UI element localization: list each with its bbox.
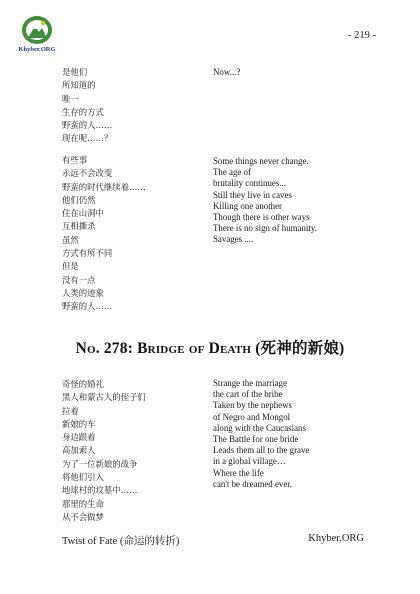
poem-line: brutality continues... <box>213 178 286 189</box>
poem-line: 现在呢……？ <box>62 133 113 144</box>
poem-line: 有些事 <box>62 155 88 165</box>
poem-line: 唯一 <box>62 93 79 104</box>
poem-line: 住在山洞中 <box>62 208 104 219</box>
page-number: - 219 - <box>348 30 376 41</box>
poem-line: Still they live in caves <box>213 189 292 200</box>
poem-line: Taken by the nephews <box>213 400 292 411</box>
poem2-chinese <box>62 154 146 314</box>
poem-line: 没有一点 <box>62 274 96 285</box>
footer-site-name: Khyber.ORG <box>308 533 364 544</box>
poem-line: Leads them all to the grave <box>213 445 310 456</box>
poem-line: 新娘的车 <box>62 418 96 429</box>
poem-line: 生存的方式 <box>62 106 104 117</box>
poem-line: 是他们 <box>62 67 88 77</box>
poem-line: 野蛮的人…… <box>62 301 113 312</box>
poem-line: 互相撕杀 <box>62 221 96 232</box>
poem-line: 拉着 <box>62 405 79 416</box>
poem1-chinese <box>62 66 112 146</box>
mountain-logo-icon <box>14 14 60 46</box>
poem-line: 方式有所不同 <box>62 248 113 259</box>
poem-line: can't be dreamed ever. <box>213 478 292 489</box>
poem-line: in a global village… <box>213 456 286 467</box>
poem-line: Strange the marriage <box>213 378 287 388</box>
poem3-english <box>213 378 309 490</box>
poem-line: Now...? <box>213 67 241 77</box>
poem-line: 将他们引入 <box>62 472 104 483</box>
site-logo <box>14 14 60 54</box>
poem-line: of Negro and Mongol <box>213 411 291 422</box>
poem-line: 身边跟着 <box>62 432 96 443</box>
poem-line: Where the life <box>213 467 264 478</box>
poem-line: 虽然 <box>62 234 79 245</box>
poem1-english <box>213 67 240 78</box>
poem-line: 从不会做梦 <box>62 511 104 522</box>
poem-line: 野蛮的人…… <box>62 120 113 131</box>
poem-line: 永远不会改变 <box>62 168 113 179</box>
poem-line: Some things never change. <box>213 156 309 166</box>
poem-line: 野蛮的时代继续着…… <box>62 181 146 192</box>
poem-line: 地球村的坟墓中…… <box>62 485 138 496</box>
section-heading: No. 278: Bridge of Death (死神的新娘) <box>75 340 345 357</box>
poem-line: 黑人和蒙古人的侄子们 <box>62 392 146 403</box>
logo-text: Khyber.ORG <box>18 46 56 53</box>
poem-line: along with the Caucasians <box>213 422 306 433</box>
poem-line: 所知道的 <box>62 80 96 91</box>
poem-line: The Battle for one bride <box>213 434 299 445</box>
poem-line: 但是 <box>62 261 79 272</box>
footer-book-title: Twist of Fate (命运的转折) <box>62 536 180 547</box>
poem-line: 他们仍然 <box>62 194 96 205</box>
poem3-chinese <box>62 378 146 524</box>
poem-line: 那里的生命 <box>62 498 104 509</box>
poem-line: Killing one another <box>213 200 283 211</box>
poem-line: 奇怪的婚礼 <box>62 379 104 389</box>
poem-line: The age of <box>213 167 251 178</box>
poem-line: Though there is other ways <box>213 212 310 223</box>
poem-line: Savages .... <box>213 234 254 245</box>
poem-line: There is no sign of humanity. <box>213 223 317 234</box>
poem-line: 高加索人 <box>62 445 96 456</box>
poem-line: the cart of the bribe <box>213 389 283 400</box>
poem2-english <box>213 156 317 246</box>
poem-line: 为了一位新娘的战争 <box>62 458 138 469</box>
poem-line: 人类的迹象 <box>62 287 104 298</box>
